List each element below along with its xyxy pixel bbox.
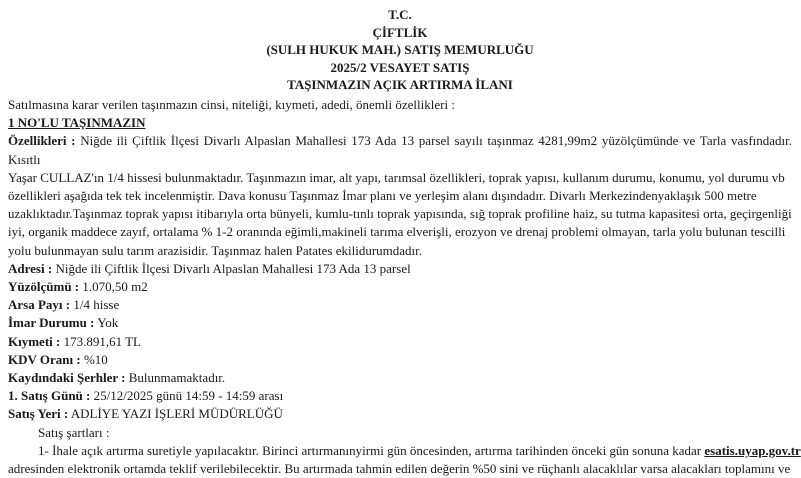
field-area	[8, 278, 792, 296]
field-zoning	[8, 314, 792, 332]
field-value: Niğde ili Çiftlik İlçesi Divarlı Alpaslan Mahallesi 173 Ada 13 parsel	[52, 260, 411, 276]
field-value: ADLİYE YAZI İŞLERİ MÜDÜRLÜĞÜ	[68, 406, 283, 422]
header-district: ÇİFTLİK	[372, 24, 428, 40]
field-value-amount	[8, 333, 792, 351]
features-line-5: iyi, organik maddece zayıf, ortalama % 1-2 oranında eğimli,makineli tarıma elverişli, erozyon ve drenaj problemi olmayan, tarla yolu bulunan tescilli	[8, 224, 786, 240]
field-label: Satış Yeri :	[8, 406, 69, 422]
intro-text: Satılmasına karar verilen taşınmazın cinsi, niteliği, kıymeti, adedi, önemli özellikleri :	[8, 97, 455, 112]
field-sale-date	[8, 387, 792, 405]
esatis-link[interactable]: esatis.uyap.gov.tr	[704, 442, 801, 458]
section-title: 1 NO'LU TAŞINMAZIN	[8, 115, 146, 131]
field-label: İmar Durumu :	[8, 315, 95, 331]
field-vat	[8, 351, 792, 369]
field-sale-place	[8, 405, 792, 423]
field-address	[8, 260, 792, 278]
field-value: Yok	[94, 315, 119, 331]
condition-item-1	[8, 442, 801, 460]
features-line-4: uzaklıktadır.Taşınmaz toprak yapısı itibarıyla orta bünyeli, kumlu-tınlı toprak yapısında, sığ toprak profiline haiz, su tutma kapasitesi orta, geçirgenliği	[8, 206, 792, 222]
field-value: 1.070,50 m2	[79, 279, 148, 295]
header-case-number: 2025/2 VESAYET SATIŞ	[330, 59, 470, 75]
field-label: Arsa Payı :	[8, 297, 71, 313]
features-text-1: Niğde ili Çiftlik İlçesi Divarlı Alpaslan Mahallesi 173 Ada 13 parsel sayılı taşınmaz 4281,99m2 yüzölçümünde ve Tarla vasfındadır. Kısıtlı	[8, 133, 792, 167]
field-value: %10	[80, 351, 108, 367]
features-line-3: özellikleri aşağıda tek tek incelenmiştir. Dava konusu Taşınmaz İmar planı ve yerleşim alanı dışındadır. Divarlı Merkezindenyaklaşık 500 metre	[8, 188, 757, 204]
announcement-header	[0, 0, 800, 94]
field-label: Kaydındaki Şerhler :	[8, 370, 126, 386]
field-label: Kıymeti :	[8, 333, 61, 349]
conditions-title: Satış şartları :	[38, 424, 110, 440]
features-line-2: Yaşar CULLAZ'ın 1/4 hissesi bulunmaktadır. Taşınmazın imar, alt yapı, tarımsal özellikleri, toprak yapısı, kullanım durumu, konumu, yol durumu vb	[8, 169, 785, 185]
announcement-body	[8, 96, 801, 478]
field-label: Yüzölçümü :	[8, 279, 80, 295]
field-value: 173.891,61 TL	[60, 333, 141, 349]
field-label: 1. Satış Günü :	[8, 388, 91, 404]
field-share	[8, 296, 792, 314]
header-announcement-title: TAŞINMAZIN AÇIK ARTIRMA İLANI	[287, 77, 513, 92]
features-line-1	[8, 132, 792, 168]
header-office: (SULH HUKUK MAH.) SATIŞ MEMURLUĞU	[266, 42, 534, 57]
condition-item-1-continued: adresinden elektronik ortamda teklif verilebilecektir. Bu artırmada tahmin edilen değerin %50 sini ve rüçhanlı alacaklılar varsa alacakları toplamını ve	[8, 461, 791, 477]
features-line-6: yolu bulunmayan sulu tarım arazisidir. Taşınmaz halen Patates ekilidurumdadır.	[8, 242, 423, 258]
field-label: Adresi :	[8, 260, 53, 276]
field-value: 1/4 hisse	[70, 297, 120, 313]
header-tc: T.C.	[388, 7, 412, 22]
condition-text: 1- İhale açık artırma suretiyle yapılacaktır. Birinci artırmanınyirmi gün öncesinden, artırma tarihinden önceki gün sonuna kadar	[38, 442, 705, 458]
field-value: Bulunmamaktadır.	[125, 370, 226, 386]
field-label: KDV Oranı :	[8, 351, 81, 367]
field-annotations	[8, 369, 792, 387]
features-paragraph	[8, 132, 792, 259]
features-label: Özellikleri :	[8, 133, 76, 149]
field-value: 25/12/2025 günü 14:59 - 14:59 arası	[90, 388, 284, 404]
